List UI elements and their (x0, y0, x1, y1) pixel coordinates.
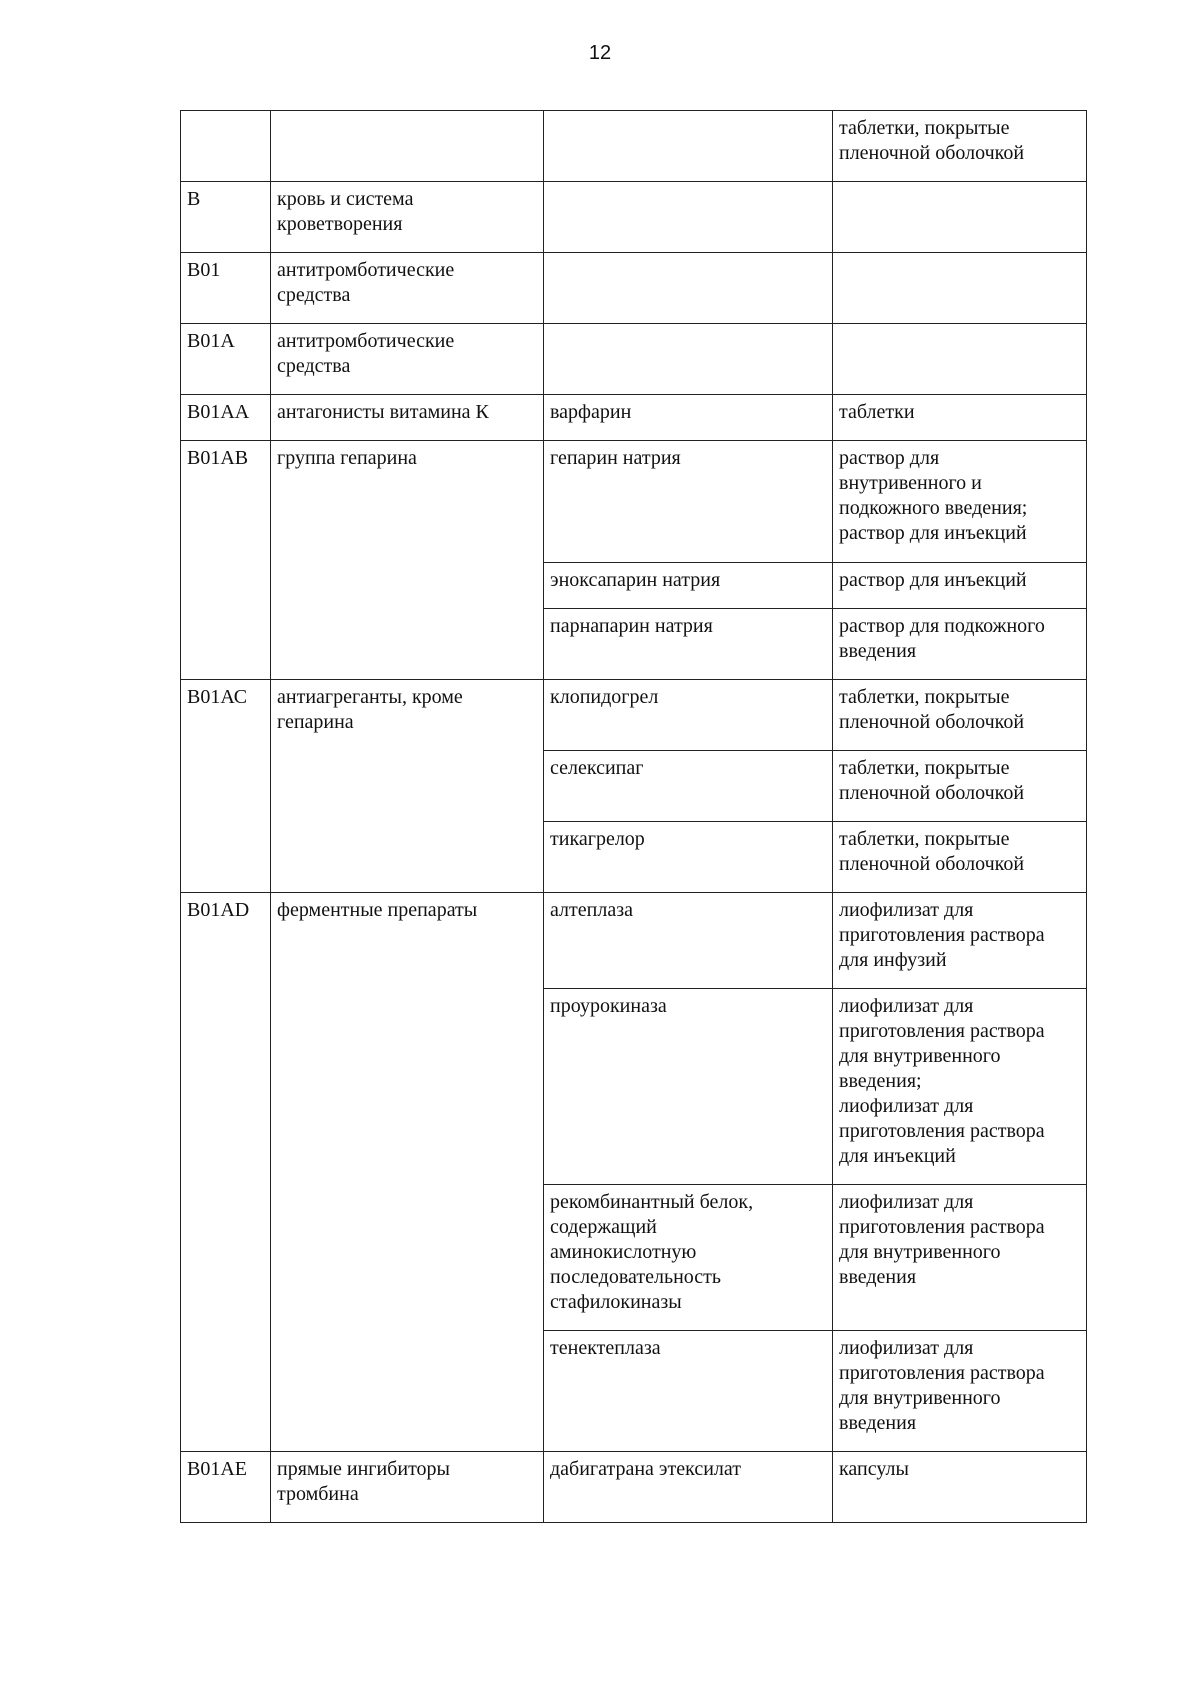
dosage-form-cell (833, 182, 1087, 253)
drug-classification-table (180, 110, 1087, 1523)
dosage-form-cell: раствор для инъекций (833, 563, 1087, 609)
dosage-form-cell: капсулы (833, 1452, 1087, 1523)
group-name-cell: прямые ингибиторы тромбина (271, 1452, 544, 1523)
table-row (181, 680, 1087, 751)
table-row (181, 893, 1087, 989)
drug-name-cell (544, 324, 833, 395)
drug-name-cell (544, 253, 833, 324)
atc-code-cell: В01АЕ (181, 1452, 271, 1523)
atc-code-cell: В01 (181, 253, 271, 324)
atc-code-cell (181, 111, 271, 182)
group-name-cell: антитромботические средства (271, 324, 544, 395)
table-row (181, 441, 1087, 563)
table-row (181, 182, 1087, 253)
drug-name-cell: рекомбинантный белок, содержащий аминокислотную последовательность стафилокиназы (544, 1185, 833, 1331)
drug-name-cell: парнапарин натрия (544, 609, 833, 680)
dosage-form-cell: лиофилизат для приготовления раствора для инфузий (833, 893, 1087, 989)
atc-code-cell: В01АС (181, 680, 271, 893)
atc-code-cell: В01А (181, 324, 271, 395)
dosage-form-cell: таблетки, покрытые пленочной оболочкой (833, 751, 1087, 822)
drug-name-cell: тенектеплаза (544, 1331, 833, 1452)
group-name-cell: группа гепарина (271, 441, 544, 680)
group-name-cell (271, 111, 544, 182)
drug-name-cell: клопидогрел (544, 680, 833, 751)
table-row (181, 395, 1087, 441)
drug-name-cell: проурокиназа (544, 989, 833, 1185)
page-number: 12 (588, 42, 612, 64)
atc-code-cell: В (181, 182, 271, 253)
table-row (181, 1452, 1087, 1523)
drug-name-cell: варфарин (544, 395, 833, 441)
dosage-form-cell: лиофилизат для приготовления раствора для внутривенного введения (833, 1331, 1087, 1452)
drug-name-cell: алтеплаза (544, 893, 833, 989)
atc-code-cell: В01АВ (181, 441, 271, 680)
drug-name-cell: дабигатрана этексилат (544, 1452, 833, 1523)
group-name-cell: кровь и система кроветворения (271, 182, 544, 253)
group-name-cell: ферментные препараты (271, 893, 544, 1452)
drug-name-cell: селексипаг (544, 751, 833, 822)
drug-name-cell: гепарин натрия (544, 441, 833, 563)
table-row (181, 111, 1087, 182)
dosage-form-cell (833, 253, 1087, 324)
dosage-form-cell: таблетки, покрытые пленочной оболочкой (833, 822, 1087, 893)
atc-code-cell: В01АА (181, 395, 271, 441)
drug-name-cell (544, 182, 833, 253)
dosage-form-cell (833, 324, 1087, 395)
dosage-form-cell: таблетки, покрытые пленочной оболочкой (833, 111, 1087, 182)
table-row (181, 253, 1087, 324)
dosage-form-cell: таблетки (833, 395, 1087, 441)
drug-name-cell: тикагрелор (544, 822, 833, 893)
table-row (181, 324, 1087, 395)
dosage-form-cell: таблетки, покрытые пленочной оболочкой (833, 680, 1087, 751)
atc-code-cell: В01AD (181, 893, 271, 1452)
drug-name-cell: эноксапарин натрия (544, 563, 833, 609)
dosage-form-cell: лиофилизат для приготовления раствора для внутривенного введения (833, 1185, 1087, 1331)
group-name-cell: антитромботические средства (271, 253, 544, 324)
group-name-cell: антагонисты витамина К (271, 395, 544, 441)
group-name-cell: антиагреганты, кроме гепарина (271, 680, 544, 893)
drug-name-cell (544, 111, 833, 182)
dosage-form-cell: лиофилизат для приготовления раствора для внутривенного введения; лиофилизат для приготовления раствора для инъекций (833, 989, 1087, 1185)
dosage-form-cell: раствор для внутривенного и подкожного введения; раствор для инъекций (833, 441, 1087, 563)
dosage-form-cell: раствор для подкожного введения (833, 609, 1087, 680)
